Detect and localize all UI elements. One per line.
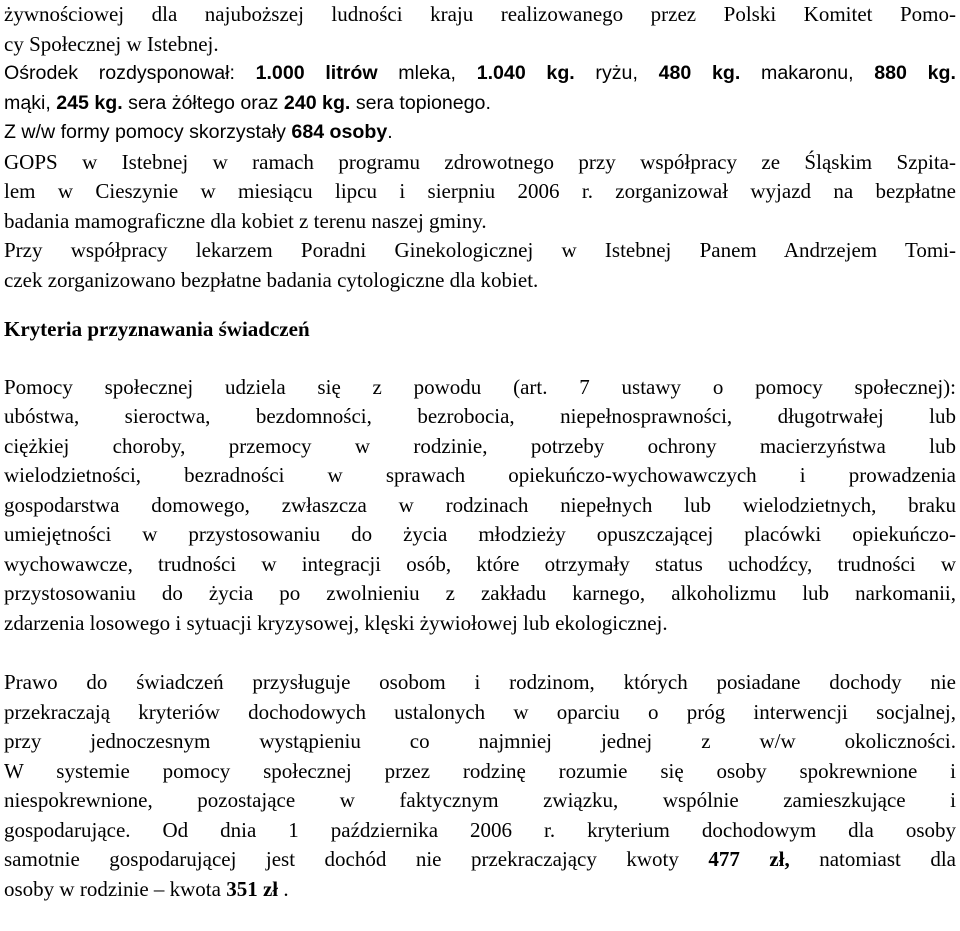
document-page — [4, 0, 956, 904]
text-line: czek zorganizowano bezpłatne badania cytologiczne dla kobiet. — [4, 267, 539, 292]
paragraph-assistance-reasons — [4, 373, 956, 639]
text-line: wielodzietności, bezradności w sprawach opiekuńczo-wychowawczych i prowadzenia — [4, 463, 956, 487]
paragraph-food-distribution — [4, 59, 956, 148]
section-heading: Kryteria przyznawania świadczeń — [4, 317, 310, 341]
text-line: samotnie gospodarującej jest dochód nie przekraczający kwoty 477 zł, natomiast dla — [4, 847, 957, 871]
text-line: cy Społecznej w Istebnej. — [4, 31, 219, 56]
text-line: niespokrewnione, pozostające w faktycznym związku, wspólnie zamieszkujące i — [4, 788, 956, 812]
text-line: umiejętności w przystosowaniu do życia młodzieży opuszczającej placówki opiekuńczo- — [4, 522, 956, 546]
text-line: przystosowaniu do życia po zwolnieniu z zakładu karnego, alkoholizmu lub narkomanii, — [4, 581, 956, 605]
text-line: Przy współpracy lekarzem Poradni Ginekologicznej w Istebnej Panem Andrzejem Tomi- — [4, 238, 956, 262]
text-line: żywnościowej dla najuboższej ludności kraju realizowanego przez Polski Komitet Pomo- — [4, 2, 956, 26]
text-line: ciężkiej choroby, przemocy w rodzinie, potrzeby ochrony macierzyństwa lub — [4, 433, 956, 458]
spacer — [4, 638, 956, 668]
text-line: gospodarujące. Od dnia 1 października 2006 r. kryterium dochodowym dla osoby — [4, 817, 956, 842]
text-line: zdarzenia losowego i sytuacji kryzysowej, klęski żywiołowej lub ekologicznej. — [4, 610, 668, 635]
paragraph-food-aid-intro — [4, 0, 956, 59]
text-line: osoby w rodzinie – kwota 351 zł . — [4, 876, 289, 901]
text-line: mąki, 245 kg. sera żółtego oraz 240 kg. sera topionego. — [4, 91, 491, 114]
text-line: Prawo do świadczeń przysługuje osobom i rodzinom, których posiadane dochody nie — [4, 670, 956, 694]
text-line: przy jednoczesnym wystąpieniu co najmniej jednej z w/w okoliczności. — [4, 729, 956, 753]
spacer — [4, 295, 956, 315]
text-line: W systemie pomocy społecznej przez rodzinę rozumie się osoby spokrewnione i — [4, 758, 956, 783]
text-line: lem w Cieszynie w miesiącu lipcu i sierpniu 2006 r. zorganizował wyjazd na bezpłatne — [4, 179, 956, 203]
spacer — [4, 345, 956, 373]
text-line: gospodarstwa domowego, zwłaszcza w rodzinach niepełnych lub wielodzietnych, braku — [4, 492, 956, 517]
text-line: Pomocy społecznej udziela się z powodu (art. 7 ustawy o pomocy społecznej): — [4, 374, 956, 399]
text-line: przekraczają kryteriów dochodowych ustalonych w oparciu o próg interwencji socjalnej, — [4, 699, 956, 724]
text-line: ubóstwa, sieroctwa, bezdomności, bezrobocia, niepełnosprawności, długotrwałej lub — [4, 404, 956, 428]
text-line: Ośrodek rozdysponował: 1.000 litrów mleka, 1.040 kg. ryżu, 480 kg. makaronu, 880 kg. — [4, 62, 956, 84]
text-line: badania mamograficzne dla kobiet z terenu naszej gminy. — [4, 208, 487, 233]
text-line: Z w/w formy pomocy skorzystały 684 osoby. — [4, 121, 393, 143]
paragraph-eligibility-criteria — [4, 668, 956, 904]
text-line: GOPS w Istebnej w ramach programu zdrowotnego przy współpracy ze Śląskim Szpita- — [4, 149, 956, 174]
paragraph-health-program — [4, 148, 956, 296]
text-line: wychowawcze, trudności w integracji osób, które otrzymały status uchodźcy, trudności w — [4, 551, 956, 576]
